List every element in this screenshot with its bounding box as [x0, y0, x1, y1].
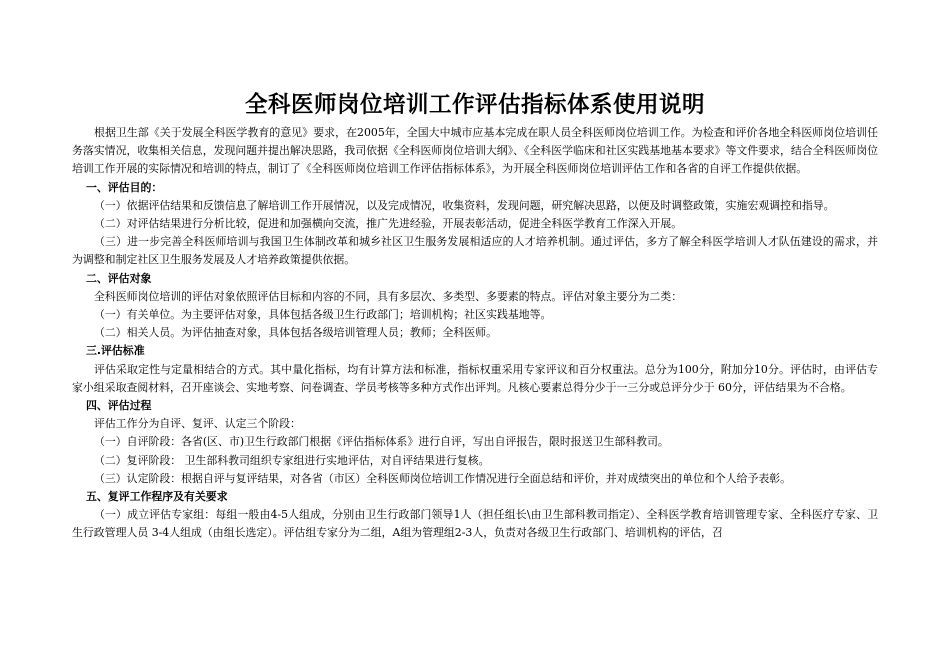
section-heading: 一、评估目的： [86, 180, 163, 194]
paragraph: 评估采取定性与定量相结合的方式。其中量化指标，均有计算方法和标准，指标权重采用专家评议和百分权重法。总分为100分，附加分10分。评估时，由评估专家小组采取查阅材料，召开座谈会、实地考察、问卷调查、学员考核等多种方式作出评判。凡核心要素总得分少于一三分或总评分少于 60分，评估结果为不合格。 [72, 362, 878, 394]
paragraph: （一）有关单位。为主要评估对象，具体包括各级卫生行政部门；培训机构；社区实践基地等。 [94, 308, 552, 322]
paragraph: 全科医师岗位培训的评估对象依照评估目标和内容的不同，具有多层次、多类型、多要素的特点。评估对象主要分为二类： [94, 289, 683, 303]
paragraph: （二）相关人员。为评估抽查对象，具体包括各级培训管理人员；教师；全科医师。 [94, 326, 497, 340]
paragraph: （二）对评估结果进行分析比较，促进和加强横向交流，推广先进经验，开展表彰活动，促进全科医学教育工作深入开展。 [94, 217, 683, 231]
paragraph: 评估工作分为自评、复评、认定三个阶段： [94, 417, 301, 431]
paragraph: （一）成立评估专家组：每组一般由4-5人组成，分别由卫生行政部门领导1人（担任组长\由卫生部科教司指定）、全科医学教育培训管理专家、全科医疗专家、卫生行政管理人员 3-4人组成（由组长选定）。评估组专家分为二组，A组为管理组2-3人，负责对各级卫生行政部门、培训机构的评估，召 [72, 508, 878, 540]
document-title: 全科医师岗位培训工作评估指标体系使用说明 [244, 92, 705, 118]
section-review-procedure [72, 488, 878, 543]
section-heading: 二、评估对象 [86, 271, 152, 285]
paragraph: （二）复评阶段： 卫生部科教司组织专家组进行实地评估，对自评结果进行复核。 [94, 453, 490, 467]
section-heading: 五、复评工作程序及有关要求 [86, 490, 228, 504]
paragraph: （三）认定阶段：根据自评与复评结果，对各省（市区）全科医师岗位培训工作情况进行全面总结和评价，并对成绩突出的单位和个人给予表彰。 [94, 471, 792, 485]
section-heading: 四、评估过程 [86, 399, 152, 413]
intro-paragraph: 根据卫生部《关于发展全科医学教育的意见》要求，在2005年，全国大中城市应基本完成在职人员全科医师岗位培训工作。为检查和评价各地全科医师岗位培训任务落实情况，收集相关信息，发现问题并提出解决思路，我司依据《全科医师岗位培训大纲》、《全科医学临床和社区实践基地基本要求》等文件要求，结合全科医师岗位培训工作开展的实际情况和培训的特点，制订了《全科医师岗位培训工作评估指标体系》，为开展全科医师岗位培训评估工作和各省的自评工作提供依据。 [72, 126, 878, 176]
section-standards [72, 342, 878, 397]
paragraph: （一）自评阶段：各省(区、市)卫生行政部门根据《评估指标体系》进行自评，写出自评报告，限时报送卫生部科教司。 [94, 435, 669, 449]
document-page [72, 90, 878, 543]
paragraph: （一）依据评估结果和反馈信息了解培训工作开展情况，以及完成情况，收集资料，发现问题，研究解决思路，以便及时调整政策，实施宏观调控和指导。 [94, 198, 835, 212]
section-purpose [72, 179, 878, 270]
section-objects [72, 270, 878, 343]
paragraph: （三）进一步完善全科医师培训与我国卫生体制改革和城乡社区卫生服务发展相适应的人才培养机制。通过评估，多方了解全科医学培训人才队伍建设的需求，并为调整和制定社区卫生服务发展及人才培养政策提供依据。 [72, 235, 878, 267]
section-heading: 三.评估标准 [86, 344, 145, 358]
section-process [72, 397, 878, 488]
